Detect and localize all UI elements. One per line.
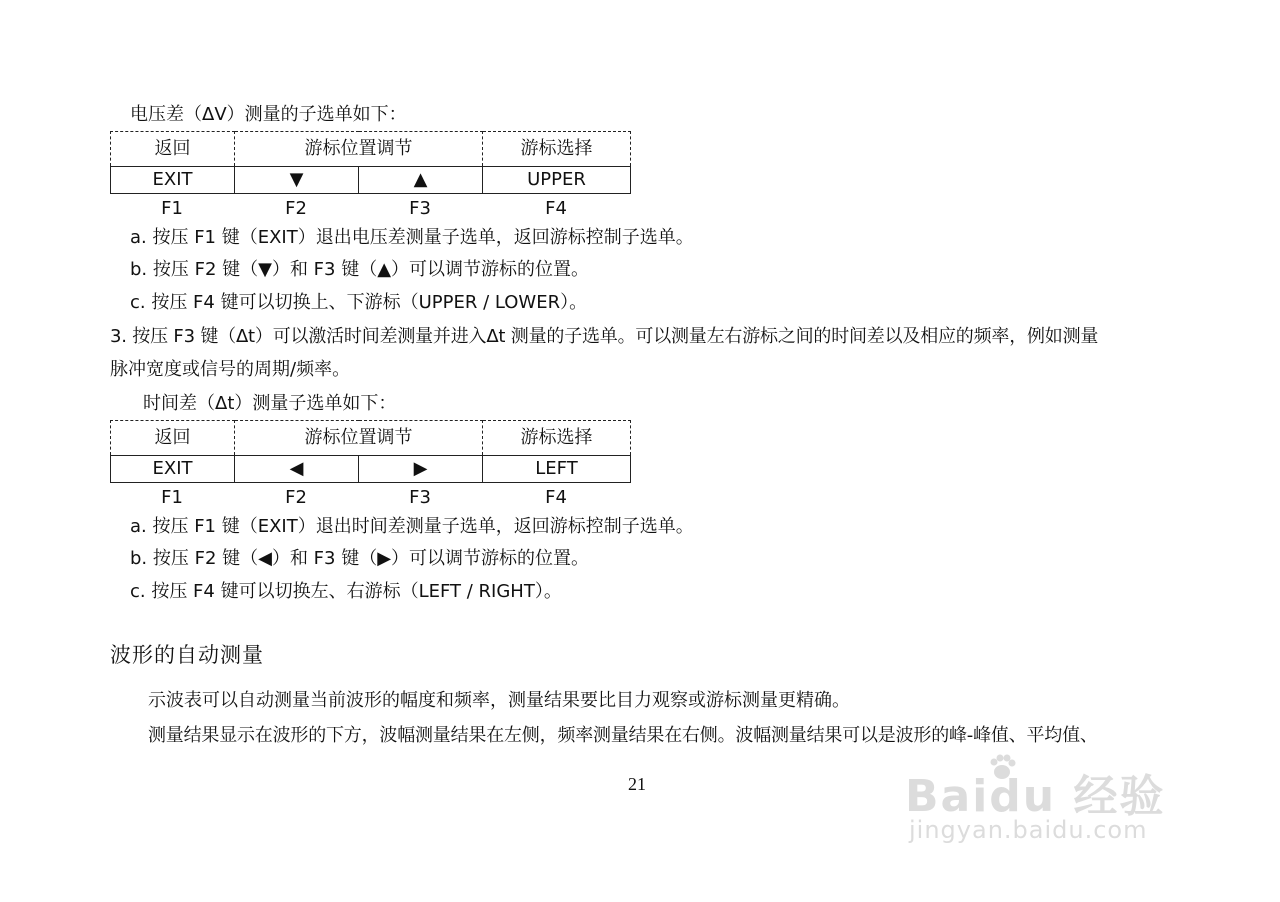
dv-cell-upper: UPPER [483,167,631,194]
dv-fkey-4: F4 [545,198,567,219]
dt-cell-left: LEFT [483,456,631,483]
watermark-url: jingyan.baidu.com [909,816,1148,844]
dt-cell-cursor-adjust: 游标位置调节 [235,421,483,456]
dv-submenu-table [110,131,631,194]
dv-cell-up-arrow: ▲ [359,167,483,194]
dv-submenu-caption: 电压差（ΔV）测量的子选单如下： [130,104,407,125]
dt-item-a: a. 按压 F1 键（EXIT）退出时间差测量子选单，返回游标控制子选单。 [130,516,694,537]
page-number: 21 [628,774,646,794]
para3-line2: 脉冲宽度或信号的周期/频率。 [110,359,351,380]
dv-item-a: a. 按压 F1 键（EXIT）退出电压差测量子选单，返回游标控制子选单。 [130,227,694,248]
dt-fkey-4: F4 [545,487,567,508]
dv-fkey-3: F3 [409,198,431,219]
auto-measure-para2: 测量结果显示在波形的下方，波幅测量结果在左侧，频率测量结果在右侧。波幅测量结果可以是波形的峰-峰值、平均值、 [148,725,1098,746]
para3-line1: 3. 按压 F3 键（Δt）可以激活时间差测量并进入Δt 测量的子选单。可以测量左右游标之间的时间差以及相应的频率，例如测量 [110,326,1099,347]
dt-item-b: b. 按压 F2 键（◀）和 F3 键（▶）可以调节游标的位置。 [130,548,590,569]
dv-cell-return: 返回 [111,132,235,167]
dv-cell-cursor-select: 游标选择 [483,132,631,167]
dv-item-b: b. 按压 F2 键（▼）和 F3 键（▲）可以调节游标的位置。 [130,259,590,280]
dt-fkey-1: F1 [161,487,183,508]
dv-fkey-1: F1 [161,198,183,219]
dt-submenu-table [110,420,631,483]
auto-measure-heading: 波形的自动测量 [110,643,264,667]
dv-fkey-2: F2 [285,198,307,219]
baidu-watermark [905,742,1205,852]
dv-cell-cursor-adjust: 游标位置调节 [235,132,483,167]
dv-cell-down-arrow: ▼ [235,167,359,194]
dt-submenu-caption: 时间差（Δt）测量子选单如下： [143,393,397,414]
dt-cell-left-arrow: ◀ [235,456,359,483]
dv-cell-exit: EXIT [111,167,235,194]
dv-item-c: c. 按压 F4 键可以切换上、下游标（UPPER / LOWER）。 [130,292,588,313]
dt-cell-exit: EXIT [111,456,235,483]
dt-cell-right-arrow: ▶ [359,456,483,483]
dt-item-c: c. 按压 F4 键可以切换左、右游标（LEFT / RIGHT）。 [130,581,562,602]
dt-fkey-3: F3 [409,487,431,508]
dt-fkey-2: F2 [285,487,307,508]
dt-cell-cursor-select: 游标选择 [483,421,631,456]
watermark-logo: Baidu 经验 [905,771,1166,822]
auto-measure-para1: 示波表可以自动测量当前波形的幅度和频率，测量结果要比目力观察或游标测量更精确。 [148,690,850,711]
dt-cell-return: 返回 [111,421,235,456]
